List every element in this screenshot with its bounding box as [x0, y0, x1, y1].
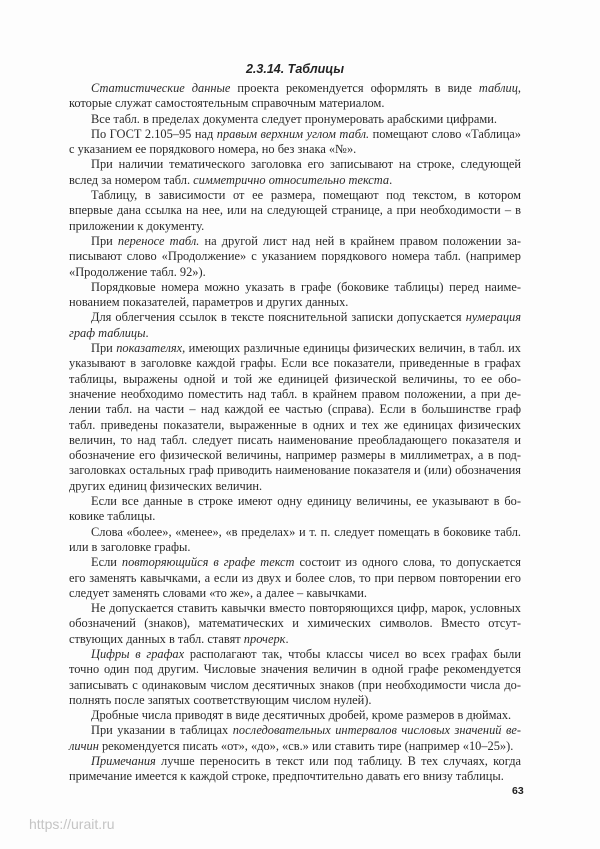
text-run: При	[91, 233, 118, 248]
text-run: Таблицу, в зависимости от ее размера, помещают под текстом, в котором впервые дана ссылка на нее, или на следующей странице, а при необходимости – в приложении к документу.	[69, 188, 521, 233]
text-run: Если	[91, 555, 122, 570]
emphasized-text: прочерк	[243, 631, 286, 646]
text-run: состоит из одного слова, то допускается его заменять кавычками, а если из двух и более слов, то при первом повторении его следует заменять словами «то же», а далее – кавычками.	[69, 555, 522, 600]
emphasized-text: таблиц	[478, 81, 518, 95]
text-run: , которые служат самостоятельным справочным материалом.	[69, 81, 521, 111]
page-number: 63	[512, 785, 524, 797]
text-run: Дробные числа приводят в виде десятичных дробей, кроме размеров в дюймах.	[91, 708, 512, 723]
paragraph	[69, 188, 521, 234]
text-run: .	[389, 172, 393, 187]
source-watermark: https://urait.ru	[29, 816, 115, 832]
emphasized-text: показателях	[116, 341, 183, 356]
paragraph	[69, 647, 521, 708]
text-run: .	[285, 631, 289, 646]
emphasized-text: нумерация граф таблицы	[69, 310, 521, 340]
section-title: 2.3.14. Таблицы	[245, 62, 345, 76]
paragraph	[69, 555, 521, 601]
text-run: .	[145, 325, 149, 340]
text-run: При	[91, 341, 117, 356]
paragraph	[69, 127, 521, 158]
text-run: Если все данные в строке имеют одну единицу величины, ее указывают в боковике таблицы.	[69, 494, 521, 524]
text-run: лучше переносить в текст или под таблицу. В тех случаях, когда примечание имеется к каждой строке, предпочтительно давать его внизу таблицы.	[69, 754, 521, 784]
emphasized-text: последовательных интервалов числовых значений величин	[69, 723, 521, 753]
emphasized-text: симметрично относительно текста	[193, 172, 390, 187]
emphasized-text: Примечания	[91, 754, 156, 769]
text-run: Для облегчения ссылок в тексте пояснительной записки допускается	[91, 310, 466, 325]
paragraph	[69, 341, 521, 494]
paragraph	[69, 754, 521, 785]
paragraph	[69, 280, 521, 311]
text-run: При наличии тематического заголовка его записывают на строке, следующей вслед за номером табл.	[69, 157, 521, 187]
paragraph	[69, 708, 521, 723]
text-run: проекта рекомендуется оформлять в виде	[230, 81, 479, 95]
paragraph	[69, 81, 521, 112]
body-text	[69, 81, 521, 785]
paragraph	[69, 723, 521, 754]
emphasized-text: правым верхним углом табл.	[216, 126, 370, 141]
text-run: Слова «более», «менее», «в пределах» и т. п. следует помещать в боковике табл. или в заголовке графы.	[69, 524, 521, 554]
emphasized-text: Цифры в графах	[91, 646, 185, 661]
paragraph	[69, 157, 521, 188]
text-run: Порядковые номера можно указать в графе (боковике таблицы) перед наименованием показателей, параметров и других данных.	[69, 279, 521, 310]
paragraph	[69, 494, 521, 525]
paragraph	[69, 234, 521, 280]
emphasized-text: переносе табл.	[117, 233, 200, 248]
paragraph	[69, 525, 521, 556]
text-run: Не допускается ставить кавычки вместо повторяющихся цифр, марок, условных обозначений (знаков), математических и химических символов. Вместо отсутствующих данных в табл. ставят	[69, 601, 521, 646]
emphasized-text: повторяющийся в графе текст	[121, 555, 295, 570]
text-run: рекомендуется писать «от», «до», «св.» или ставить тире (например «10–25»).	[98, 738, 514, 753]
document-page	[69, 62, 521, 785]
text-run: на другой лист над ней в крайнем правом положении записывают слово «Продолжение» с указанием порядкового номера табл. (например «Продолжение табл. 92»).	[69, 233, 522, 279]
emphasized-text: Статистические данные	[91, 81, 231, 95]
text-run: По ГОСТ 2.105–95 над	[91, 126, 217, 141]
text-run: располагают так, чтобы классы чисел во всех графах были точно один под другим. Числовые значения величин в одной графе рекомендуется записывать с одинаковым числом десятичных знаков (при необходимости числа дополнять после запятых соответствующим числом нулей).	[69, 646, 521, 707]
paragraph	[69, 310, 521, 341]
text-run: помещают слово «Таблица» с указанием ее порядкового номера, но без знака «№».	[69, 126, 521, 157]
text-run: , имеющих различные единицы физических величин, в табл. их указывают в заголовке каждой графы. Если все показатели, приведенные в графах таблицы, выражены одной и той же единицей физической величины, то ее обозначение необходимо поместить над табл. в крайнем правом положении, а при делении табл. на части – над каждой ее частью (справа). Если в большинстве граф табл. приведены показатели, выраженные в одних и тех же единицах физических величин, то над табл. следует писать наименование преобладающего показателя и обозначение его физической величины, например размеры в миллиметрах, а в подзаголовках остальных граф приводить наименование показателя и (или) обозначения других единиц физических величин.	[69, 341, 522, 493]
text-run: Все табл. в пределах документа следует пронумеровать арабскими цифрами.	[91, 111, 497, 126]
paragraph	[69, 601, 521, 647]
paragraph	[69, 112, 521, 127]
text-run: При указании в таблицах	[91, 723, 233, 738]
